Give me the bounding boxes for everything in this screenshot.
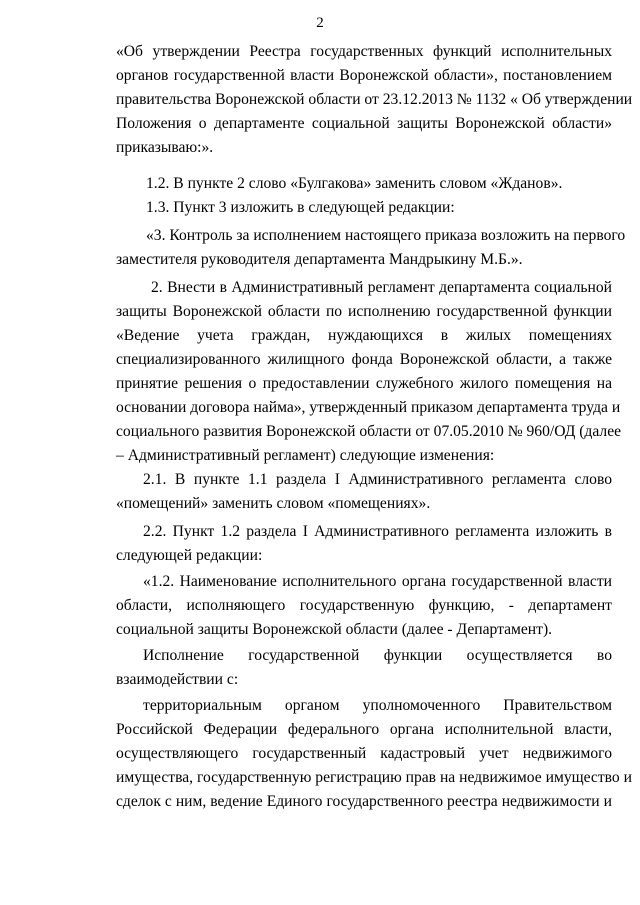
paragraph-1-2-quote: «1.2. Наименование исполнительного органа государственной власти [143,573,612,590]
text-line-15: основании договора найма», утвержденный приказом департамента труда и [116,399,621,416]
paragraph-territorial: территориальным органом уполномоченного Правительством [143,697,612,714]
text-line-13: специализированного жилищного фонда Воронежской области, а также [116,351,612,368]
text-line-1: «Об утверждении Реестра государственных функций исполнительных [116,43,612,60]
text-line-14: принятие решения о предоставлении служебного жилого помещения на [116,375,612,392]
text-line-31: сделок с ним, ведение Единого государственного реестра недвижимости и [116,793,612,810]
text-line-29: осуществляющего государственный кадастровый учет недвижимого [116,745,612,762]
paragraph-2: 2. Внести в Административный регламент департамента социальной [151,279,612,296]
text-line-21: следующей редакции: [116,547,263,564]
paragraph-2-2: 2.2. Пункт 1.2 раздела I Административного регламента изложить в [143,523,612,540]
text-line-2: органов государственной власти Воронежской области», постановлением [116,67,612,84]
text-line-17: – Административный регламент) следующие изменения: [116,447,495,464]
text-line-26: взаимодействии с: [116,671,239,688]
paragraph-2-1: 2.1. В пункте 1.1 раздела I Административного регламента слово [143,471,612,488]
text-line-12: «Ведение учета граждан, нуждающихся в жилых помещениях [116,327,612,344]
text-line-4: Положения о департаменте социальной защиты Воронежской области» [116,115,612,132]
text-line-24: социальной защиты Воронежской области (далее - Департамент). [116,621,553,638]
text-line-11: защиты Воронежской области по исполнению государственной функции [116,303,612,320]
paragraph-1-2: 1.2. В пункте 2 слово «Булгакова» заменить словом «Жданов». [146,175,563,192]
text-line-16: социального развития Воронежской области от 07.05.2010 № 960/ОД (далее [116,423,622,440]
paragraph-1-3: 1.3. Пункт 3 изложить в следующей редакции: [146,199,455,216]
text-line-23: области, исполняющего государственную функцию, - департамент [116,597,612,614]
paragraph-execution: Исполнение государственной функции осуществляется во [143,647,612,664]
page-number: 2 [316,15,324,31]
text-line-5: приказываю:». [116,139,214,156]
text-line-8: «3. Контроль за исполнением настоящего приказа возложить на первого [146,227,626,244]
text-line-30: имущества, государственную регистрацию прав на недвижимое имущество и [116,769,632,786]
text-line-28: Российской Федерации федерального органа исполнительной власти, [116,721,612,738]
text-line-9: заместителя руководителя департамента Мандрыкину М.Б.». [116,251,523,268]
text-line-3: правительства Воронежской области от 23.12.2013 № 1132 « Об утверждении [116,91,633,108]
text-line-19: «помещений» заменить словом «помещениях». [116,495,431,512]
